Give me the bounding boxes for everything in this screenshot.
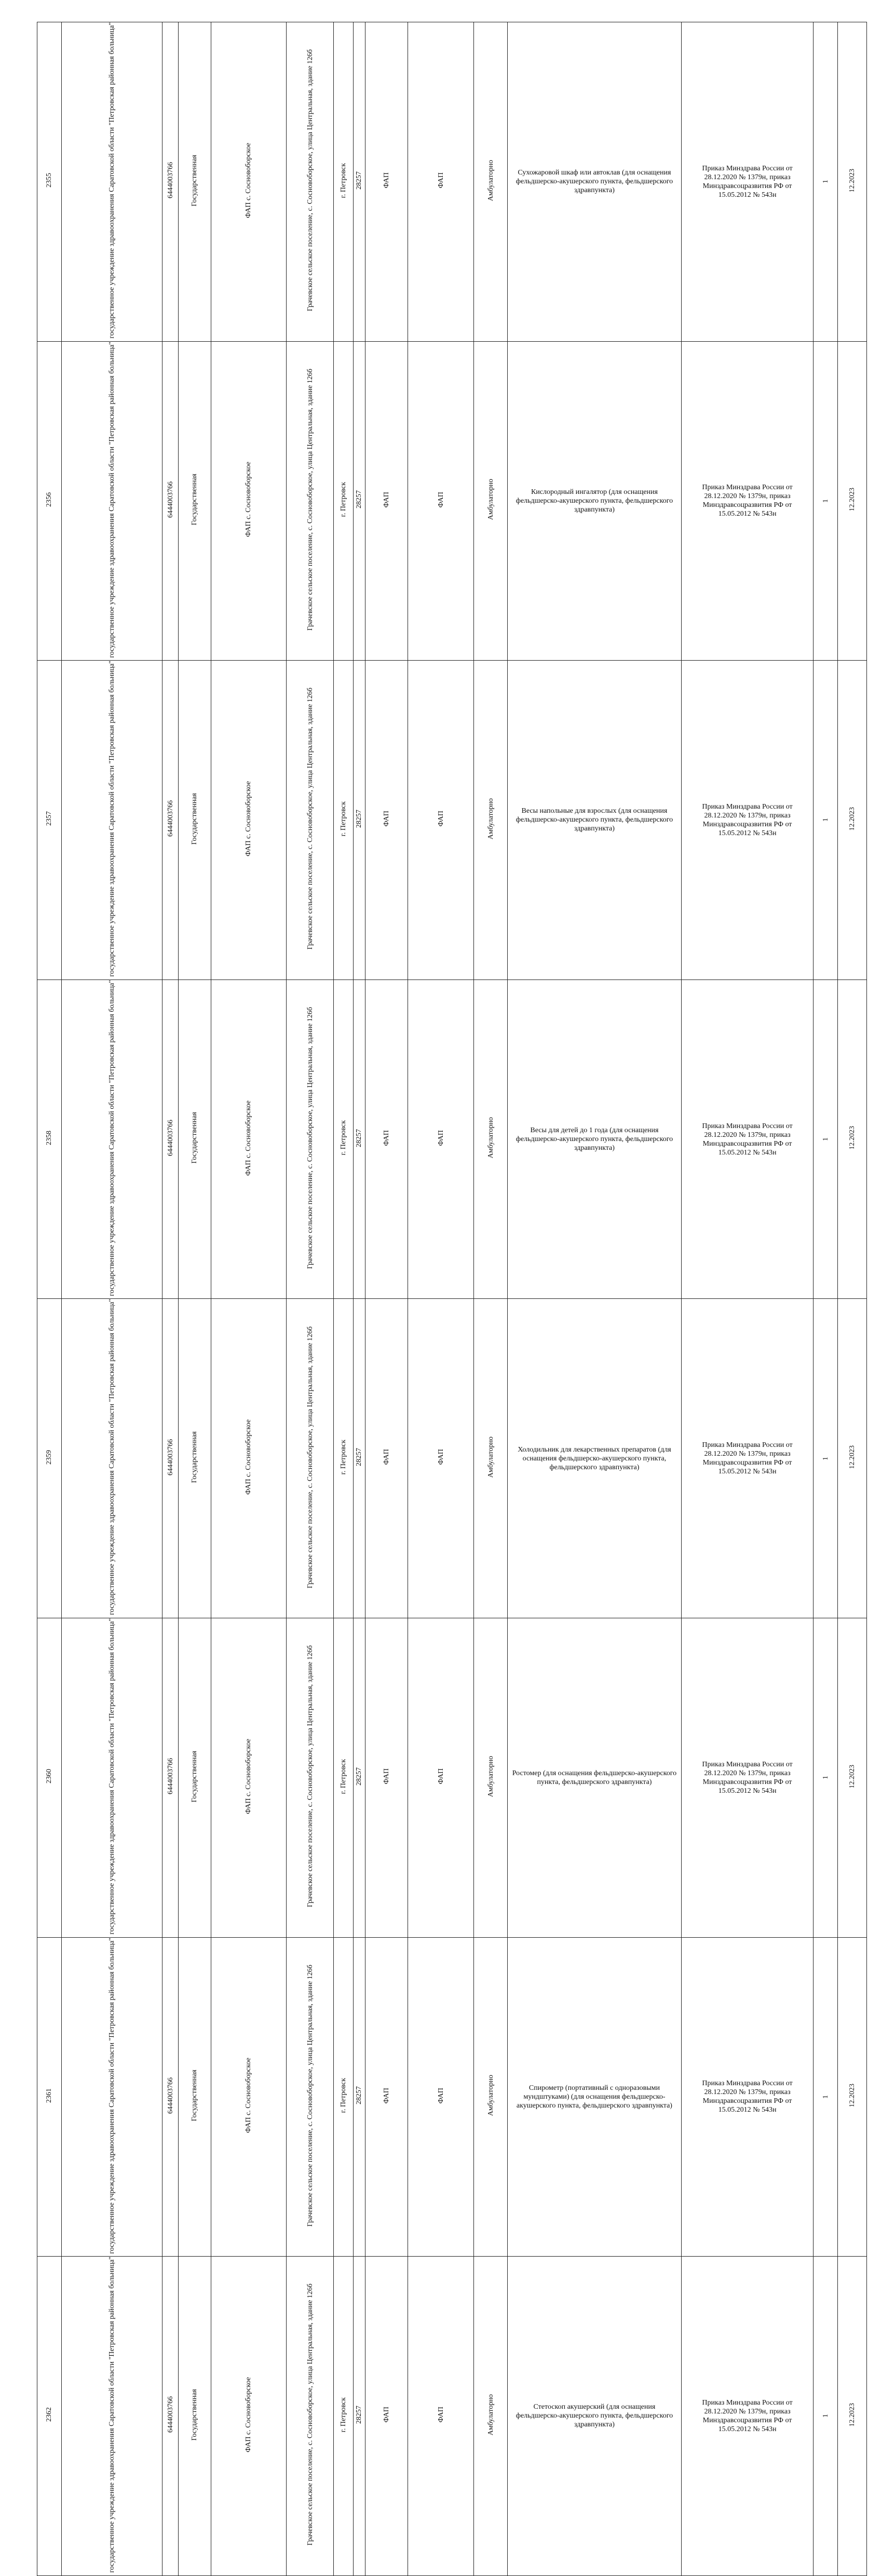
equipment-name: Стетоскоп акушерский (для оснащения фельдшерско-акушерского пункта, фельдшерского здравпункта) xyxy=(516,2403,673,2429)
facility-cell xyxy=(211,1299,286,1618)
care-cell xyxy=(474,661,508,980)
table-row xyxy=(37,2257,867,2576)
type1: ФАП xyxy=(382,1768,390,1785)
organization-cell xyxy=(61,2257,162,2576)
quantity: 1 xyxy=(821,818,830,822)
date-cell xyxy=(838,341,867,661)
code: 28257 xyxy=(355,1448,363,1467)
ownership: Государственная xyxy=(191,2389,199,2441)
ownership: Государственная xyxy=(191,474,199,526)
row-number: 2360 xyxy=(45,1769,53,1784)
table-row xyxy=(37,1299,867,1618)
care-type: Амбулаторно xyxy=(486,1755,495,1797)
row-number-cell xyxy=(37,661,62,980)
table-row xyxy=(37,661,867,980)
row-number-cell xyxy=(37,341,62,661)
address: Грачевское сельское поселение, с. Сосновоборское, улица Центральная, здание 126б xyxy=(306,688,314,950)
care-type: Амбулаторно xyxy=(486,2394,495,2436)
organization-name: государственное учреждение здравоохранения Саратовской области "Петровская районная больница" xyxy=(107,2257,116,2573)
equipment-name: Холодильник для лекарственных препаратов (для оснащения фельдшерско-акушерского пункта, фельдшерского здравпункта) xyxy=(518,1445,671,1471)
date-cell xyxy=(838,22,867,342)
type2-cell xyxy=(408,2257,474,2576)
inn-cell xyxy=(162,22,179,342)
quantity: 1 xyxy=(821,2095,830,2099)
basis-cell xyxy=(681,980,813,1299)
equipment-name: Сухожаровой шкаф или автоклав (для оснащения фельдшерско-акушерского пункта, фельдшерского здравпункта) xyxy=(516,169,673,195)
type2: ФАП xyxy=(437,172,445,189)
basis-cell xyxy=(681,22,813,342)
quantity: 1 xyxy=(821,1456,830,1460)
legal-basis: Приказ Минздрава России от 28.12.2020 № 1379н, приказ Минздравсоцразвития РФ от 15.05.2012 № 543н xyxy=(702,2398,793,2433)
code: 28257 xyxy=(355,2405,363,2424)
inn-cell xyxy=(162,1937,179,2257)
inn: 6444003766 xyxy=(166,481,174,518)
date: 12.2023 xyxy=(848,488,857,512)
date: 12.2023 xyxy=(848,1126,857,1150)
ownership: Государственная xyxy=(191,154,199,206)
inn: 6444003766 xyxy=(166,1120,174,1157)
date-cell xyxy=(838,2257,867,2576)
legal-basis: Приказ Минздрава России от 28.12.2020 № 1379н, приказ Минздравсоцразвития РФ от 15.05.2012 № 543н xyxy=(702,802,793,837)
facility-name: ФАП с. Сосновоборское xyxy=(245,2058,253,2134)
table-row xyxy=(37,341,867,661)
type2-cell xyxy=(408,1299,474,1618)
organization-cell xyxy=(61,1299,162,1618)
date: 12.2023 xyxy=(848,1764,857,1789)
ownership: Государственная xyxy=(191,793,199,845)
inn: 6444003766 xyxy=(166,2396,174,2433)
address: Грачевское сельское поселение, с. Сосновоборское, улица Центральная, здание 126б xyxy=(306,49,314,312)
quantity: 1 xyxy=(821,1137,830,1142)
code-cell xyxy=(354,341,365,661)
code-cell xyxy=(354,22,365,342)
date-cell xyxy=(838,1937,867,2257)
basis-cell xyxy=(681,1299,813,1618)
address-cell xyxy=(286,661,334,980)
type1-cell xyxy=(365,2257,408,2576)
address-cell xyxy=(286,341,334,661)
equipment-cell xyxy=(508,661,682,980)
code: 28257 xyxy=(355,1129,363,1147)
table-row xyxy=(37,1618,867,1937)
quantity: 1 xyxy=(821,1776,830,1780)
ownership-cell xyxy=(179,1299,211,1618)
date-cell xyxy=(838,1299,867,1618)
type1: ФАП xyxy=(382,172,390,189)
care-cell xyxy=(474,1618,508,1937)
city: г. Петровск xyxy=(340,1759,348,1794)
facility-name: ФАП с. Сосновоборское xyxy=(245,1100,253,1176)
type1: ФАП xyxy=(382,811,390,827)
quantity-cell xyxy=(814,341,838,661)
equipment-table xyxy=(37,22,867,2576)
row-number: 2361 xyxy=(45,2088,53,2103)
facility-cell xyxy=(211,1618,286,1937)
inn-cell xyxy=(162,1618,179,1937)
date-cell xyxy=(838,1618,867,1937)
legal-basis: Приказ Минздрава России от 28.12.2020 № 1379н, приказ Минздравсоцразвития РФ от 15.05.2012 № 543н xyxy=(702,1760,793,1795)
facility-name: ФАП с. Сосновоборское xyxy=(245,1738,253,1814)
care-cell xyxy=(474,1299,508,1618)
facility-name: ФАП с. Сосновоборское xyxy=(245,781,253,856)
inn: 6444003766 xyxy=(166,1439,174,1475)
equipment-cell xyxy=(508,980,682,1299)
type1: ФАП xyxy=(382,1449,390,1465)
organization-cell xyxy=(61,341,162,661)
inn-cell xyxy=(162,2257,179,2576)
care-cell xyxy=(474,2257,508,2576)
legal-basis: Приказ Минздрава России от 28.12.2020 № 1379н, приказ Минздравсоцразвития РФ от 15.05.2012 № 543н xyxy=(702,1441,793,1476)
city: г. Петровск xyxy=(340,1120,348,1156)
quantity-cell xyxy=(814,980,838,1299)
care-cell xyxy=(474,22,508,342)
equipment-name: Весы напольные для взрослых (для оснащения фельдшерско-акушерского пункта, фельдшерского здравпункта) xyxy=(516,807,673,833)
ownership-cell xyxy=(179,1937,211,2257)
ownership-cell xyxy=(179,661,211,980)
city: г. Петровск xyxy=(340,163,348,198)
address-cell xyxy=(286,22,334,342)
address-cell xyxy=(286,2257,334,2576)
quantity: 1 xyxy=(821,499,830,503)
facility-name: ФАП с. Сосновоборское xyxy=(245,1419,253,1495)
address: Грачевское сельское поселение, с. Сосновоборское, улица Центральная, здание 126б xyxy=(306,1964,314,2226)
city-cell xyxy=(334,980,354,1299)
facility-cell xyxy=(211,661,286,980)
ownership: Государственная xyxy=(191,1431,199,1483)
date: 12.2023 xyxy=(848,2403,857,2427)
date-cell xyxy=(838,661,867,980)
ownership-cell xyxy=(179,1618,211,1937)
legal-basis: Приказ Минздрава России от 28.12.2020 № 1379н, приказ Минздравсоцразвития РФ от 15.05.2012 № 543н xyxy=(702,1122,793,1157)
inn-cell xyxy=(162,661,179,980)
ownership: Государственная xyxy=(191,2070,199,2122)
facility-cell xyxy=(211,1937,286,2257)
inn-cell xyxy=(162,980,179,1299)
organization-cell xyxy=(61,980,162,1299)
address-cell xyxy=(286,1618,334,1937)
city-cell xyxy=(334,341,354,661)
care-type: Амбулаторно xyxy=(486,1437,495,1478)
table-row xyxy=(37,1937,867,2257)
organization-name: государственное учреждение здравоохранения Саратовской области "Петровская районная больница" xyxy=(107,1618,116,1935)
row-number: 2362 xyxy=(45,2407,53,2422)
equipment-cell xyxy=(508,22,682,342)
type2-cell xyxy=(408,661,474,980)
address: Грачевское сельское поселение, с. Сосновоборское, улица Центральная, здание 126б xyxy=(306,1007,314,1269)
quantity-cell xyxy=(814,22,838,342)
type2: ФАП xyxy=(437,2087,445,2104)
date: 12.2023 xyxy=(848,1445,857,1469)
organization-name: государственное учреждение здравоохранения Саратовской области "Петровская районная больница" xyxy=(107,661,116,977)
quantity-cell xyxy=(814,1937,838,2257)
care-type: Амбулаторно xyxy=(486,798,495,840)
inn: 6444003766 xyxy=(166,162,174,199)
equipment-name: Кислородный ингалятор (для оснащения фельдшерско-акушерского пункта, фельдшерского здравпункта) xyxy=(516,488,673,514)
quantity-cell xyxy=(814,2257,838,2576)
basis-cell xyxy=(681,1618,813,1937)
ownership: Государственная xyxy=(191,1750,199,1802)
equipment-cell xyxy=(508,2257,682,2576)
equipment-cell xyxy=(508,1299,682,1618)
quantity-cell xyxy=(814,1299,838,1618)
organization-cell xyxy=(61,22,162,342)
date: 12.2023 xyxy=(848,168,857,193)
row-number-cell xyxy=(37,1937,62,2257)
inn: 6444003766 xyxy=(166,800,174,837)
date-cell xyxy=(838,980,867,1299)
type2-cell xyxy=(408,1618,474,1937)
organization-name: государственное учреждение здравоохранения Саратовской области "Петровская районная больница" xyxy=(107,980,116,1296)
row-number: 2358 xyxy=(45,1131,53,1146)
care-cell xyxy=(474,980,508,1299)
row-number: 2357 xyxy=(45,811,53,826)
type1: ФАП xyxy=(382,2087,390,2104)
care-cell xyxy=(474,1937,508,2257)
type1: ФАП xyxy=(382,1130,390,1146)
facility-name: ФАП с. Сосновоборское xyxy=(245,2377,253,2452)
type1-cell xyxy=(365,1299,408,1618)
city: г. Петровск xyxy=(340,2078,348,2113)
type2-cell xyxy=(408,341,474,661)
type2: ФАП xyxy=(437,2407,445,2423)
row-number-cell xyxy=(37,1618,62,1937)
legal-basis: Приказ Минздрава России от 28.12.2020 № 1379н, приказ Минздравсоцразвития РФ от 15.05.2012 № 543н xyxy=(702,2079,793,2114)
organization-name: государственное учреждение здравоохранения Саратовской области "Петровская районная больница" xyxy=(107,341,116,658)
facility-cell xyxy=(211,22,286,342)
row-number: 2356 xyxy=(45,492,53,507)
type2: ФАП xyxy=(437,491,445,508)
legal-basis: Приказ Минздрава России от 28.12.2020 № 1379н, приказ Минздравсоцразвития РФ от 15.05.2012 № 543н xyxy=(702,164,793,199)
equipment-cell xyxy=(508,1937,682,2257)
basis-cell xyxy=(681,1937,813,2257)
ownership-cell xyxy=(179,980,211,1299)
code-cell xyxy=(354,1618,365,1937)
equipment-cell xyxy=(508,341,682,661)
date: 12.2023 xyxy=(848,807,857,831)
basis-cell xyxy=(681,661,813,980)
quantity-cell xyxy=(814,1618,838,1937)
row-number: 2355 xyxy=(45,173,53,188)
city: г. Петровск xyxy=(340,801,348,837)
legal-basis: Приказ Минздрава России от 28.12.2020 № 1379н, приказ Минздравсоцразвития РФ от 15.05.2012 № 543н xyxy=(702,484,793,518)
inn-cell xyxy=(162,341,179,661)
city-cell xyxy=(334,1618,354,1937)
organization-name: государственное учреждение здравоохранения Саратовской области "Петровская районная больница" xyxy=(107,1299,116,1615)
city-cell xyxy=(334,2257,354,2576)
city-cell xyxy=(334,22,354,342)
quantity: 1 xyxy=(821,180,830,184)
care-type: Амбулаторно xyxy=(486,1117,495,1159)
code-cell xyxy=(354,2257,365,2576)
code: 28257 xyxy=(355,490,363,509)
city: г. Петровск xyxy=(340,1440,348,1475)
code-cell xyxy=(354,1937,365,2257)
address: Грачевское сельское поселение, с. Сосновоборское, улица Центральная, здание 126б xyxy=(306,2284,314,2546)
city-cell xyxy=(334,661,354,980)
code: 28257 xyxy=(355,2086,363,2105)
organization-cell xyxy=(61,661,162,980)
table-row xyxy=(37,22,867,342)
type1-cell xyxy=(365,341,408,661)
address: Грачевское сельское поселение, с. Сосновоборское, улица Центральная, здание 126б xyxy=(306,368,314,630)
type1-cell xyxy=(365,661,408,980)
type2: ФАП xyxy=(437,1130,445,1146)
address-cell xyxy=(286,1299,334,1618)
care-type: Амбулаторно xyxy=(486,2075,495,2116)
type2: ФАП xyxy=(437,811,445,827)
basis-cell xyxy=(681,2257,813,2576)
equipment-name: Спирометр (портативный с одноразовыми мундштуками) (для оснащения фельдшерско-акушерского пункта, фельдшерского здравпункта) xyxy=(516,2084,672,2110)
type2: ФАП xyxy=(437,1768,445,1785)
row-number-cell xyxy=(37,980,62,1299)
care-cell xyxy=(474,341,508,661)
facility-name: ФАП с. Сосновоборское xyxy=(245,462,253,538)
type1: ФАП xyxy=(382,491,390,508)
quantity-cell xyxy=(814,661,838,980)
type1-cell xyxy=(365,1937,408,2257)
inn: 6444003766 xyxy=(166,1758,174,1795)
type1: ФАП xyxy=(382,2407,390,2423)
quantity: 1 xyxy=(821,2414,830,2418)
code: 28257 xyxy=(355,809,363,828)
code-cell xyxy=(354,980,365,1299)
row-number-cell xyxy=(37,22,62,342)
care-type: Амбулаторно xyxy=(486,479,495,520)
ownership: Государственная xyxy=(191,1112,199,1164)
code: 28257 xyxy=(355,171,363,190)
organization-name: государственное учреждение здравоохранения Саратовской области "Петровская районная больница" xyxy=(107,22,116,339)
inn: 6444003766 xyxy=(166,2077,174,2114)
city: г. Петровск xyxy=(340,2397,348,2433)
type1-cell xyxy=(365,980,408,1299)
row-number: 2359 xyxy=(45,1450,53,1465)
code: 28257 xyxy=(355,1767,363,1786)
facility-cell xyxy=(211,2257,286,2576)
type2-cell xyxy=(408,1937,474,2257)
row-number-cell xyxy=(37,1299,62,1618)
facility-cell xyxy=(211,980,286,1299)
equipment-cell xyxy=(508,1618,682,1937)
type2: ФАП xyxy=(437,1449,445,1465)
address-cell xyxy=(286,1937,334,2257)
date: 12.2023 xyxy=(848,2084,857,2108)
organization-cell xyxy=(61,1618,162,1937)
ownership-cell xyxy=(179,2257,211,2576)
city: г. Петровск xyxy=(340,482,348,517)
row-number-cell xyxy=(37,2257,62,2576)
equipment-name: Ростомер (для оснащения фельдшерско-акушерского пункта, фельдшерского здравпункта) xyxy=(512,1769,677,1786)
type1-cell xyxy=(365,1618,408,1937)
facility-cell xyxy=(211,341,286,661)
address: Грачевское сельское поселение, с. Сосновоборское, улица Центральная, здание 126б xyxy=(306,1326,314,1588)
care-type: Амбулаторно xyxy=(486,159,495,201)
organization-name: государственное учреждение здравоохранения Саратовской области "Петровская районная больница" xyxy=(107,1937,116,2254)
facility-name: ФАП с. Сосновоборское xyxy=(245,142,253,218)
address: Грачевское сельское поселение, с. Сосновоборское, улица Центральная, здание 126б xyxy=(306,1645,314,1908)
code-cell xyxy=(354,1299,365,1618)
equipment-name: Весы для детей до 1 года (для оснащения фельдшерско-акушерского пункта, фельдшерского здравпункта) xyxy=(516,1126,673,1152)
basis-cell xyxy=(681,341,813,661)
city-cell xyxy=(334,1299,354,1618)
address-cell xyxy=(286,980,334,1299)
code-cell xyxy=(354,661,365,980)
table-row xyxy=(37,980,867,1299)
city-cell xyxy=(334,1937,354,2257)
ownership-cell xyxy=(179,341,211,661)
type1-cell xyxy=(365,22,408,342)
organization-cell xyxy=(61,1937,162,2257)
ownership-cell xyxy=(179,22,211,342)
type2-cell xyxy=(408,22,474,342)
inn-cell xyxy=(162,1299,179,1618)
type2-cell xyxy=(408,980,474,1299)
